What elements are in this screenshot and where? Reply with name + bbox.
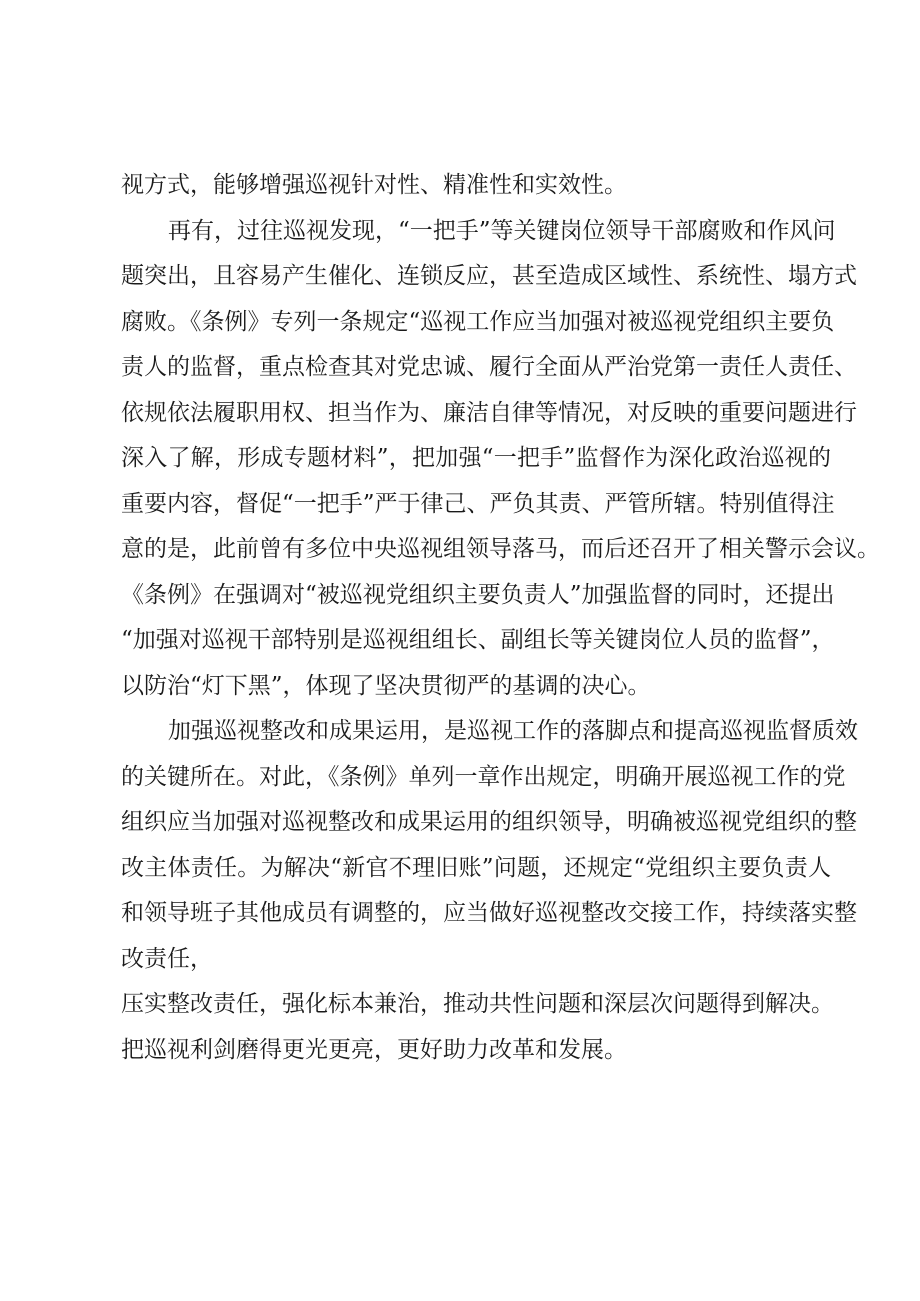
- paragraph-2-line-8: 意的是，此前曾有多位中央巡视组领导落马，而后还召开了相关警示会议。: [121, 536, 880, 562]
- paragraph-2-line-5: 依规依法履职用权、担当作为、廉洁自律等情况，对反映的重要问题进行: [121, 399, 857, 426]
- paragraph-3-line-1: 加强巡视整改和成果运用，是巡视工作的落脚点和提高巡视监督质效: [168, 718, 858, 744]
- paragraph-2-line-1: 再有，过往巡视发现，“一把手”等关键岗位领导干部腐败和作风问: [168, 217, 836, 244]
- paragraph-2-line-2: 题突出，且容易产生催化、连锁反应，甚至造成区域性、系统性、塌方式: [121, 263, 857, 289]
- paragraph-2-line-6: 深入了解，形成专题材料”，把加强“一把手”监督作为深化政治巡视的: [121, 445, 831, 471]
- paragraph-3-line-3: 组织应当加强对巡视整改和成果运用的组织领导，明确被巡视党组织的整: [121, 809, 857, 835]
- paragraph-3-line-4: 改主体责任。为解决“新官不理旧账”问题，还规定“党组织主要负责人: [121, 854, 831, 881]
- paragraph-3-line-6: 改责任，: [121, 945, 213, 972]
- paragraph-2-line-7: 重要内容，督促“一把手”严于律己、严负其责、严管所辖。特别值得注: [121, 490, 835, 517]
- paragraph-2-line-11: 以防治“灯下黑”，体现了坚决贯彻严的基调的决心。: [121, 672, 651, 699]
- paragraph-4-line-1: 压实整改责任，强化标本兼治，推动共性问题和深层次问题得到解决。: [121, 991, 834, 1017]
- text-line-1: 视方式，能够增强巡视针对性、精准性和实效性。: [121, 172, 627, 198]
- paragraph-5-line-1: 把巡视利剑磨得更光更亮，更好助力改革和发展。: [121, 1036, 627, 1063]
- body-text: [121, 163, 880, 1073]
- paragraph-2-line-10: “加强对巡视干部特别是巡视组组长、副组长等关键岗位人员的监督”，: [121, 627, 835, 653]
- paragraph-2-line-4: 责人的监督，重点检查其对党忠诚、履行全面从严治党第一责任人责任、: [121, 354, 857, 380]
- paragraph-2-line-9: 《条例》在强调对“被巡视党组织主要负责人”加强监督的同时，还提出: [121, 581, 835, 608]
- paragraph-3-line-5: 和领导班子其他成员有调整的，应当做好巡视整改交接工作，持续落实整: [121, 900, 857, 926]
- paragraph-3-line-2: 的关键所在。对此，《条例》单列一章作出规定，明确开展巡视工作的党: [121, 763, 846, 790]
- paragraph-2-line-3: 腐败。《条例》专列一条规定“巡视工作应当加强对被巡视党组织主要负: [121, 308, 835, 335]
